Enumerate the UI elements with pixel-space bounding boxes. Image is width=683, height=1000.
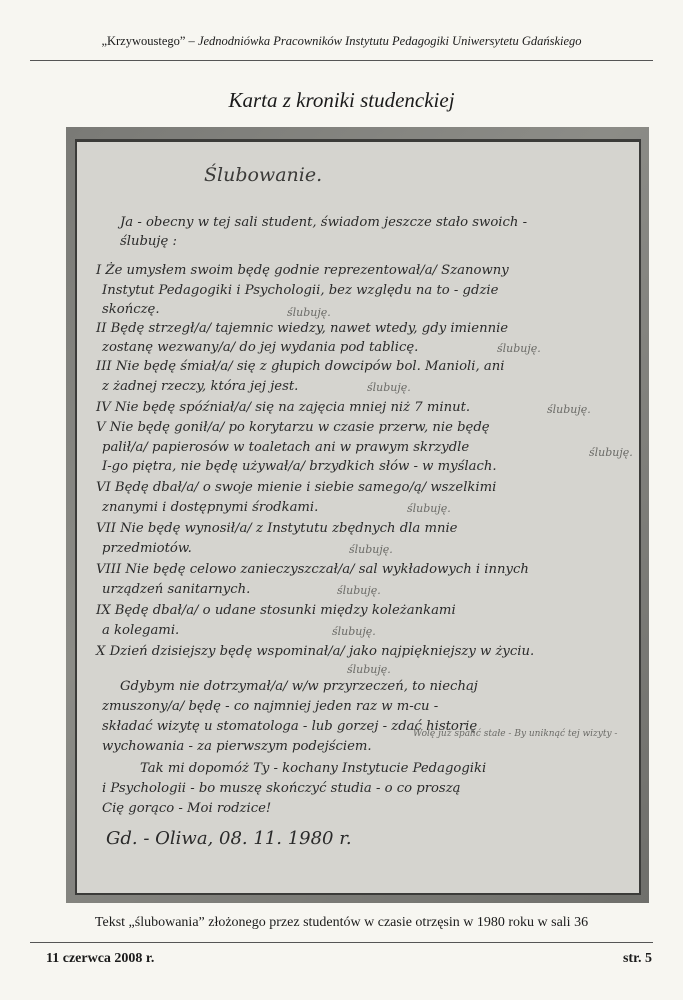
handwritten-line: II Będę strzegł/a/ tajemnic wiedzy, nawet wtedy, gdy imiennie [96,321,509,336]
sheet-heading: Ślubowanie. [204,164,323,186]
handwritten-line: X Dzień dzisiejszy będę wspominał/a/ jako najpiękniejszy w życiu. [96,644,535,659]
slubuje-mark: ślubuję. [332,625,376,638]
page-number: str. 5 [622,951,652,966]
handwritten-line: z żadnej rzeczy, która jej jest. [102,379,299,394]
handwritten-line: wychowania - za pierwszym podejściem. [102,739,372,754]
handwritten-line: palił/a/ papierosów w toaletach ani w prawym skrzydle [102,440,470,455]
slubuje-mark: ślubuję. [497,342,541,355]
handwritten-line: skończę. [102,302,160,317]
handwritten-line: Instytut Pedagogiki i Psychologii, bez względu na to - gdzie [102,283,499,298]
slubuje-mark: ślubuję. [367,381,411,394]
article-title: Karta z kroniki studenckiej [228,88,455,112]
journal-header [30,34,653,49]
header-subtitle: Jednodniówka Pracowników Instytutu Pedagogiki Uniwersytetu Gdańskiego [197,34,582,48]
slubuje-mark: ślubuję. [407,502,451,515]
handwritten-line: przedmiotów. [102,541,192,556]
handwritten-line: III Nie będę śmiał/a/ się z głupich dowcipów bol. Manioli, ani [96,359,505,374]
handwritten-line: Tak mi dopomóż Ty - kochany Instytucie Pedagogiki [140,761,487,776]
footer-divider [30,942,653,943]
side-note: Wolę już spalić stałe - By uniknąć tej wizyty - [413,729,618,739]
handwritten-line: Gdybym nie dotrzymał/a/ w/w przyrzeczeń, to niechaj [120,679,478,694]
handwritten-line: VI Będę dbał/a/ o swoje mienie i siebie samego/ą/ wszelkimi [96,480,497,495]
handwritten-line: zostanę wezwany/a/ do jej wydania pod tablicę. [102,340,419,355]
header-divider [30,60,653,61]
slubuje-mark: ślubuję. [349,543,393,556]
header-quoted-name: „Krzywoustego” – [101,34,198,48]
photo-caption: Tekst „ślubowania” złożonego przez studentów w czasie otrzęsin w 1980 roku w sali 36 [94,915,589,930]
handwritten-line: I Że umysłem swoim będę godnie reprezentował/a/ Szanowny [96,263,509,278]
handwritten-sheet [75,139,641,895]
handwritten-line: V Nie będę gonił/a/ po korytarzu w czasie przerw, nie będę [96,420,490,435]
handwritten-line: a kolegami. [102,623,180,638]
handwritten-line: Ja - obecny w tej sali student, świadom jeszcze stało swoich - [120,215,528,230]
issue-date: 11 czerwca 2008 r. [46,951,155,966]
slubuje-mark: ślubuję. [337,584,381,597]
handwritten-line: I-go piętra, nie będę używał/a/ brzydkich słów - w myślach. [102,459,497,474]
handwritten-line: znanymi i dostępnymi środkami. [102,500,319,515]
handwritten-line: IX Będę dbał/a/ o udane stosunki między koleżankami [96,603,456,618]
slubuje-mark: ślubuję. [347,663,391,676]
slubuje-mark: ślubuję. [547,403,591,416]
handwritten-line: ślubuję : [120,234,177,249]
handwritten-line: urządzeń sanitarnych. [102,582,251,597]
handwritten-line: VII Nie będę wynosił/a/ z Instytutu zbędnych dla mnie [96,521,458,536]
handwritten-line: VIII Nie będę celowo zanieczyszczał/a/ sal wykładowych i innych [96,562,529,577]
slubuje-mark: ślubuję. [287,306,331,319]
handwritten-line: i Psychologii - bo muszę skończyć studia - o co proszą [102,781,461,796]
slubuje-mark: ślubuję. [589,446,633,459]
handwritten-line: Cię gorąco - Moi rodzice! [102,801,272,816]
handwritten-line: IV Nie będę spóźniał/a/ się na zajęcia mniej niż 7 minut. [96,400,471,415]
handwritten-line: składać wizytę u stomatologa - lub gorzej - zdać historię [102,719,478,734]
document-date: Gd. - Oliwa, 08. 11. 1980 r. [106,828,352,849]
document-photo [66,127,649,903]
handwritten-line: zmuszony/a/ będę - co najmniej jeden raz w m-cu - [102,699,439,714]
